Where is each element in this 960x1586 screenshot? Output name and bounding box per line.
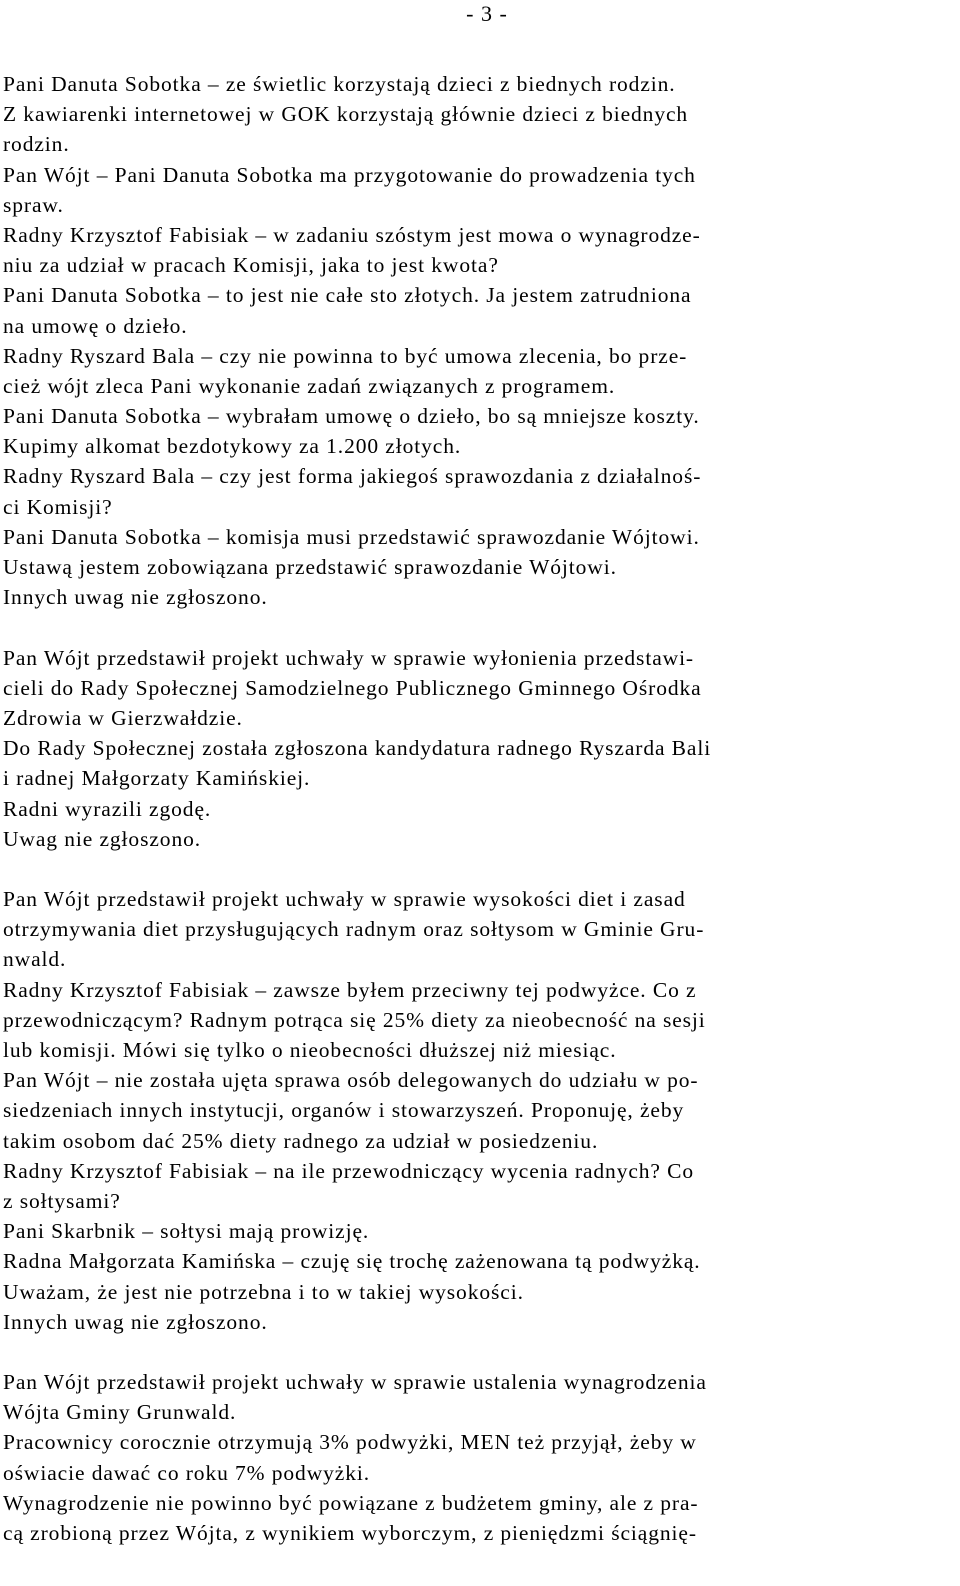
paragraph-gap [3,1337,949,1367]
text-line: cież wójt zleca Pani wykonanie zadań związanych z programem. [3,373,616,398]
text-line: Pani Skarbnik – sołtysi mają prowizję. [3,1219,370,1244]
text-line: spraw. [3,192,64,217]
text-line: Uwag nie zgłoszono. [3,826,202,851]
text-line: Pan Wójt przedstawił projekt uchwały w sprawie wysokości diet i zasad [3,887,686,912]
text-line: Uważam, że jest nie potrzebna i to w takiej wysokości. [3,1279,524,1304]
text-line: Pracownicy corocznie otrzymują 3% podwyżki, MEN też przyjął, żeby w [3,1430,697,1455]
text-line: Pani Danuta Sobotka – ze świetlic korzystają dzieci z biednych rodzin. [3,72,676,96]
text-line: Pani Danuta Sobotka – wybrałam umowę o dzieło, bo są mniejsze koszty. [3,404,700,429]
text-line: Radny Ryszard Bala – czy jest forma jakiegoś sprawozdania z działalnoś- [3,464,702,489]
text-line: Radna Małgorzata Kamińska – czuję się trochę zażenowana tą podwyżką. [3,1249,701,1274]
text-line: Pan Wójt – Pani Danuta Sobotka ma przygotowanie do prowadzenia tych [3,162,696,187]
text-line: Pan Wójt – nie została ujęta sprawa osób delegowanych do udziału w po- [3,1068,699,1093]
text-line: Innych uwag nie zgłoszono. [3,585,268,610]
text-line: cieli do Rady Społecznej Samodzielnego Publicznego Gminnego Ośrodka [3,675,702,700]
text-line: Z kawiarenki internetowej w GOK korzystają głównie dzieci z biednych [3,102,689,127]
text-line: Radni wyrazili zgodę. [3,796,212,821]
text-line: Wójta Gminy Grunwald. [3,1400,237,1425]
text-line: Innych uwag nie zgłoszono. [3,1309,268,1334]
text-line: rodzin. [3,132,70,157]
text-line: z sołtysami? [3,1188,121,1213]
text-line: cą zrobioną przez Wójta, z wynikiem wyborczym, z pieniędzmi ściągnię- [3,1521,697,1545]
text-line: niu za udział w pracach Komisji, jaka to jest kwota? [3,253,499,278]
text-line: Radny Krzysztof Fabisiak – na ile przewodniczący wycenia radnych? Co [3,1158,695,1183]
text-line: na umowę o dzieło. [3,313,188,338]
text-line: Zdrowia w Gierzwałdzie. [3,705,243,730]
text-line: Pan Wójt przedstawił projekt uchwały w sprawie ustalenia wynagrodzenia [3,1370,707,1395]
text-line: takim osobom dać 25% diety radnego za udział w posiedzeniu. [3,1128,599,1153]
text-line: nwald. [3,947,67,972]
text-line: Pan Wójt przedstawił projekt uchwały w sprawie wyłonienia przedstawi- [3,645,694,670]
text-line: Do Rady Społecznej została zgłoszona kandydatura radnego Ryszarda Bali [3,736,712,761]
text-line: ci Komisji? [3,494,113,519]
text-line: oświacie dawać co roku 7% podwyżki. [3,1460,371,1485]
text-line: przewodniczącym? Radnym potrąca się 25% diety za nieobecność na sesji [3,1007,706,1032]
text-line: Wynagrodzenie nie powinno być powiązane z budżetem gminy, ale z pra- [3,1490,699,1515]
text-line: lub komisji. Mówi się tylko o nieobecności dłuższej niż miesiąc. [3,1038,617,1062]
text-line: otrzymywania diet przysługujących radnym oraz sołtysom w Gminie Gru- [3,917,705,942]
text-line: Radny Krzysztof Fabisiak – zawsze byłem przeciwny tej podwyżce. Co z [3,977,697,1002]
paragraph-gap [3,612,949,642]
text-line: siedzeniach innych instytucji, organów i stowarzyszeń. Proponuję, żeby [3,1098,685,1123]
text-line: Pani Danuta Sobotka – to jest nie całe sto złotych. Ja jestem zatrudniona [3,283,692,308]
text-line: Pani Danuta Sobotka – komisja musi przedstawić sprawozdanie Wójtowi. [3,524,700,549]
paragraph-gap [3,854,949,884]
text-line: Radny Krzysztof Fabisiak – w zadaniu szóstym jest mowa o wynagrodze- [3,222,701,247]
text-line: i radnej Małgorzaty Kamińskiej. [3,766,311,791]
document-body [3,69,949,1548]
text-line: Ustawą jestem zobowiązana przedstawić sprawozdanie Wójtowi. [3,555,617,579]
text-line: Kupimy alkomat bezdotykowy za 1.200 złotych. [3,434,462,459]
text-line: Radny Ryszard Bala – czy nie powinna to być umowa zlecenia, bo prze- [3,343,688,368]
page-number: - 3 - [466,1,508,26]
